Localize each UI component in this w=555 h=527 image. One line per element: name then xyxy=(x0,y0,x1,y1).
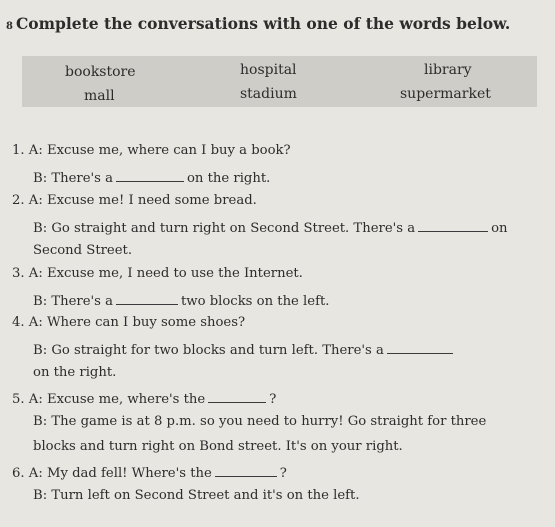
item-6-question xyxy=(12,463,287,481)
item-number: 1. xyxy=(12,143,25,158)
word-hospital: hospital xyxy=(240,62,297,78)
item-2-b-before: B: Go straight and turn right on Second Street. There's a xyxy=(33,221,416,237)
word-bookstore: bookstore xyxy=(65,64,136,80)
word-supermarket: supermarket xyxy=(400,86,491,102)
item-5-b-cont: blocks and turn right on Bond street. It's on your right. xyxy=(33,439,403,454)
item-5-a-after: ? xyxy=(269,392,277,408)
item-5-blank[interactable] xyxy=(208,389,266,403)
exercise-instructions: Complete the conversations with one of the words below. xyxy=(15,14,511,33)
item-1-b-before: B: There's a xyxy=(33,171,113,187)
item-4-answer-continued xyxy=(33,365,116,380)
item-2-b-cont: Second Street. xyxy=(33,243,133,258)
item-2-answer-continued xyxy=(33,243,132,258)
item-1-answer xyxy=(33,168,270,186)
item-6-line-b: B: Turn left on Second Street and it's on the left. xyxy=(33,488,360,503)
item-4-blank[interactable] xyxy=(387,340,453,354)
exercise-heading xyxy=(6,14,510,33)
word-mall: mall xyxy=(84,88,115,104)
item-2-line-a: A: Excuse me! I need some bread. xyxy=(28,193,257,208)
item-5-a-before: A: Excuse me, where's the xyxy=(28,392,206,408)
item-3-b-after: two blocks on the left. xyxy=(180,294,330,310)
item-1-question xyxy=(12,143,291,158)
item-6-blank[interactable] xyxy=(215,463,277,477)
item-4-answer xyxy=(33,340,456,358)
item-2-b-after: on xyxy=(491,221,508,237)
item-4-question xyxy=(12,315,245,330)
item-1-b-after: on the right. xyxy=(186,171,271,187)
item-4-line-a: A: Where can I buy some shoes? xyxy=(28,315,246,330)
item-5-line-b: B: The game is at 8 p.m. so you need to hurry! Go straight for three xyxy=(33,414,487,429)
item-6-answer xyxy=(33,488,360,503)
word-stadium: stadium xyxy=(240,86,297,102)
exercise-number: 8 xyxy=(6,21,13,32)
item-3-b-before: B: There's a xyxy=(33,294,113,310)
item-5-answer xyxy=(33,414,486,429)
item-2-answer xyxy=(33,218,508,236)
item-6-a-after: ? xyxy=(279,466,287,482)
item-4-b-cont: on the right. xyxy=(33,365,117,380)
item-1-line-a: A: Excuse me, where can I buy a book? xyxy=(28,143,291,158)
word-library: library xyxy=(424,62,472,78)
item-number: 4. xyxy=(12,315,25,330)
item-number: 3. xyxy=(12,266,25,281)
item-4-b-before: B: Go straight for two blocks and turn left. There's a xyxy=(33,343,384,359)
item-3-question xyxy=(12,266,303,281)
item-3-answer xyxy=(33,291,329,309)
item-5-answer-continued xyxy=(33,439,403,454)
item-5-question xyxy=(12,389,276,407)
item-number: 6. xyxy=(12,466,25,482)
item-number: 2. xyxy=(12,193,25,208)
item-3-line-a: A: Excuse me, I need to use the Internet. xyxy=(28,266,303,281)
item-1-blank[interactable] xyxy=(116,168,184,182)
item-3-blank[interactable] xyxy=(116,291,178,305)
item-number: 5. xyxy=(12,392,25,408)
item-2-question xyxy=(12,193,257,208)
word-bank xyxy=(22,56,537,107)
item-2-blank[interactable] xyxy=(418,218,488,232)
item-6-a-before: A: My dad fell! Where's the xyxy=(28,466,212,482)
